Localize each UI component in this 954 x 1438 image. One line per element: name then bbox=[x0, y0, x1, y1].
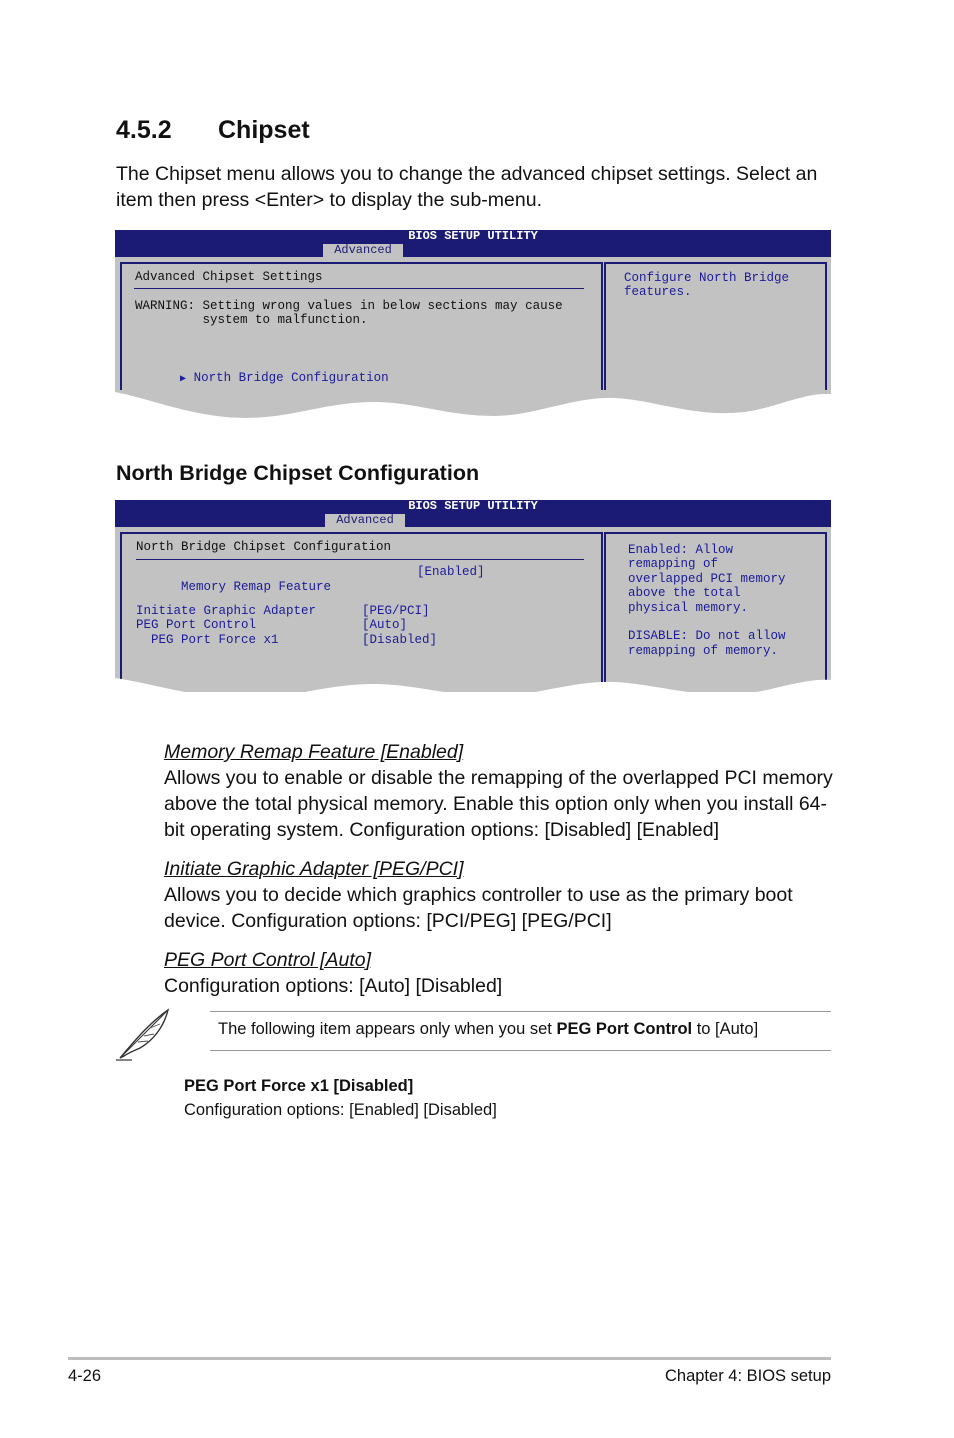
bios-row-peg-port-control[interactable]: PEG Port Control bbox=[136, 618, 257, 632]
bios-menu-label: North Bridge Configuration bbox=[193, 370, 389, 385]
note-text-after: to [Auto] bbox=[692, 1020, 759, 1038]
bios-panel-heading: Advanced Chipset Settings bbox=[135, 270, 323, 284]
bios-help-line-1: Configure North Bridge bbox=[624, 271, 790, 285]
section-number: 4.5.2 bbox=[116, 116, 172, 144]
note-text bbox=[218, 1020, 758, 1039]
item-initiate-graphic-adapter bbox=[164, 856, 844, 934]
bios-help-panel bbox=[604, 532, 827, 692]
note-text-before: The following item appears only when you set bbox=[218, 1020, 557, 1038]
bios-screen-chipset bbox=[115, 230, 831, 406]
bios-help-line: overlapped PCI memory bbox=[628, 572, 786, 586]
bios-help-line-2: features. bbox=[624, 285, 692, 299]
north-bridge-heading: North Bridge Chipset Configuration bbox=[116, 461, 480, 485]
item-heading: PEG Port Control [Auto] bbox=[164, 949, 372, 971]
bios-warning-line-2: system to malfunction. bbox=[135, 313, 368, 327]
feather-icon bbox=[114, 1006, 172, 1062]
bios-tab-advanced[interactable]: Advanced bbox=[325, 514, 405, 527]
bios-row-memory-remap[interactable] bbox=[136, 565, 331, 609]
item-text: Allows you to enable or disable the remapping of the overlapped PCI memory above the total physical memory. Enable this option only when you install 64-bit operating system. Configuration options: [Disabled] [Enabled] bbox=[164, 767, 833, 841]
bios-help-line: Enabled: Allow bbox=[628, 543, 734, 557]
bios-warning-line-1: WARNING: Setting wrong values in below sections may cause bbox=[135, 299, 563, 313]
bios-row-memory-remap-value[interactable]: [Enabled] bbox=[417, 565, 485, 579]
bios-title-bar bbox=[115, 500, 831, 527]
bios-tab-advanced[interactable]: Advanced bbox=[323, 244, 403, 257]
bios-heading-divider bbox=[134, 288, 584, 289]
item-text: Allows you to decide which graphics controller to use as the primary boot device. Configuration options: [PCI/PEG] [PEG/PCI] bbox=[164, 884, 793, 932]
subitem-heading: PEG Port Force x1 [Disabled] bbox=[184, 1077, 414, 1095]
bios-title-bar bbox=[115, 230, 831, 257]
page-number: 4-26 bbox=[68, 1367, 102, 1385]
bios-title: BIOS SETUP UTILITY bbox=[408, 499, 538, 513]
chapter-label: Chapter 4: BIOS setup bbox=[664, 1367, 831, 1385]
bios-row-initiate-graphic-adapter[interactable]: Initiate Graphic Adapter bbox=[136, 604, 317, 618]
section-title bbox=[116, 116, 310, 145]
section-name: Chipset bbox=[218, 116, 310, 144]
item-peg-port-control bbox=[164, 947, 844, 999]
bios-heading-divider bbox=[136, 559, 584, 560]
bios-main-panel bbox=[120, 262, 603, 406]
bios-help-panel bbox=[604, 262, 827, 406]
bios-help-line: remapping of memory. bbox=[628, 644, 779, 658]
arrow-right-icon: ▶ bbox=[180, 373, 187, 385]
intro-paragraph: The Chipset menu allows you to change the advanced chipset settings. Select an item then press <Enter> to display the sub-menu. bbox=[116, 163, 818, 211]
item-heading: Initiate Graphic Adapter [PEG/PCI] bbox=[164, 858, 464, 880]
footer-rule bbox=[68, 1357, 831, 1360]
note-text-bold: PEG Port Control bbox=[556, 1020, 693, 1038]
bios-row-label: Memory Remap Feature bbox=[181, 579, 332, 594]
bios-help-line: above the total bbox=[628, 586, 741, 600]
bios-main-panel bbox=[120, 532, 603, 692]
bios-screen-north-bridge bbox=[115, 500, 831, 692]
bios-panel-heading: North Bridge Chipset Configuration bbox=[136, 540, 392, 554]
note-rule-top bbox=[210, 1011, 831, 1012]
note-rule-bottom bbox=[210, 1050, 831, 1051]
subitem-text: Configuration options: [Enabled] [Disabled] bbox=[184, 1101, 497, 1119]
bios-help-line: physical memory. bbox=[628, 601, 749, 615]
bios-help-line: remapping of bbox=[628, 557, 719, 571]
torn-edge bbox=[115, 676, 831, 706]
item-memory-remap bbox=[164, 739, 844, 843]
item-heading: Memory Remap Feature [Enabled] bbox=[164, 741, 464, 763]
bios-row-peg-port-force-value[interactable]: [Disabled] bbox=[362, 633, 438, 647]
item-text: Configuration options: [Auto] [Disabled] bbox=[164, 975, 503, 997]
bios-row-peg-port-force[interactable]: PEG Port Force x1 bbox=[136, 633, 279, 647]
torn-edge bbox=[115, 390, 831, 430]
bios-help-line: DISABLE: Do not allow bbox=[628, 629, 786, 643]
bios-title: BIOS SETUP UTILITY bbox=[408, 229, 538, 243]
bios-row-initiate-graphic-adapter-value[interactable]: [PEG/PCI] bbox=[362, 604, 430, 618]
bios-row-peg-port-control-value[interactable]: [Auto] bbox=[362, 618, 408, 632]
